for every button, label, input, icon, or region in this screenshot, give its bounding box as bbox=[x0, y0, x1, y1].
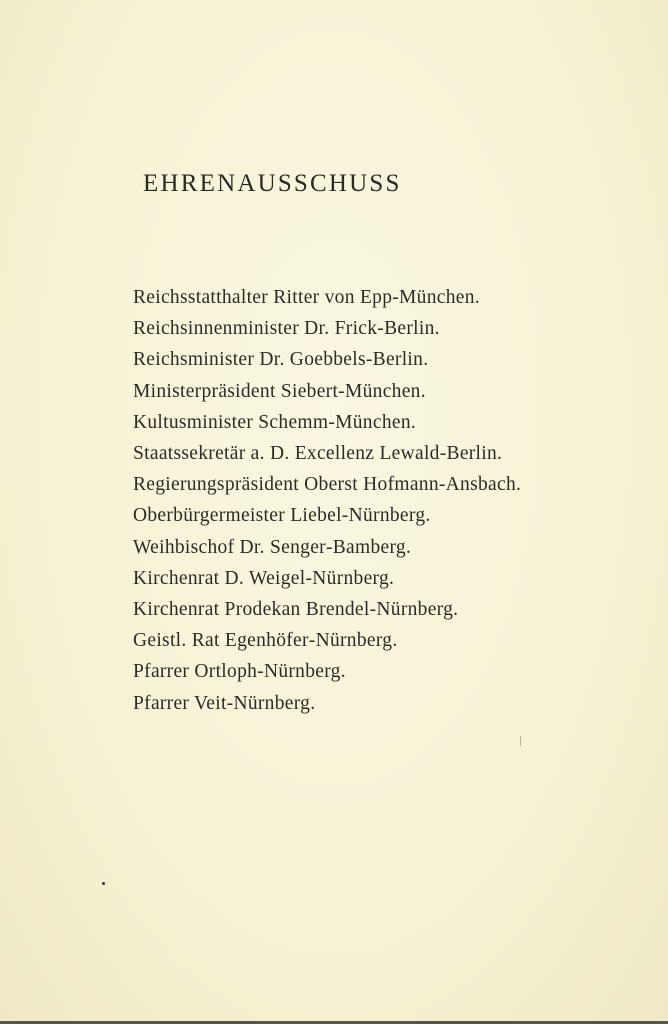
list-item: Ministerpräsident Siebert‑München. bbox=[133, 380, 426, 402]
list-item: Reichsminister Dr. Goebbels‑Berlin. bbox=[133, 349, 429, 371]
list-item: Oberbürgermeister Liebel‑Nürnberg. bbox=[133, 505, 431, 527]
list-item: Kirchenrat Prodekan Brendel‑Nürnberg. bbox=[133, 599, 459, 621]
list-item: Weihbischof Dr. Senger‑Bamberg. bbox=[133, 536, 412, 558]
list-item: Pfarrer Ortloph‑Nürnberg. bbox=[133, 661, 346, 683]
list-item: Reichsinnenminister Dr. Frick‑Berlin. bbox=[133, 318, 440, 340]
paper-speck bbox=[102, 882, 105, 885]
list-item: Staatssekretär a. D. Excellenz Lewald‑Berlin. bbox=[133, 443, 503, 465]
page-title: EHRENAUSSCHUSS bbox=[143, 170, 402, 197]
list-item: Pfarrer Veit‑Nürnberg. bbox=[133, 692, 316, 714]
list-item: Regierungspräsident Oberst Hofmann‑Ansbach. bbox=[133, 474, 522, 496]
paper-mark bbox=[520, 736, 521, 746]
list-item: Geistl. Rat Egenhöfer‑Nürnberg. bbox=[133, 630, 398, 652]
list-item: Reichsstatthalter Ritter von Epp‑München. bbox=[133, 287, 480, 308]
list-item: Kirchenrat D. Weigel‑Nürnberg. bbox=[133, 567, 395, 589]
list-item: Kultusminister Schemm‑München. bbox=[133, 411, 417, 433]
committee-member-list bbox=[133, 282, 521, 719]
